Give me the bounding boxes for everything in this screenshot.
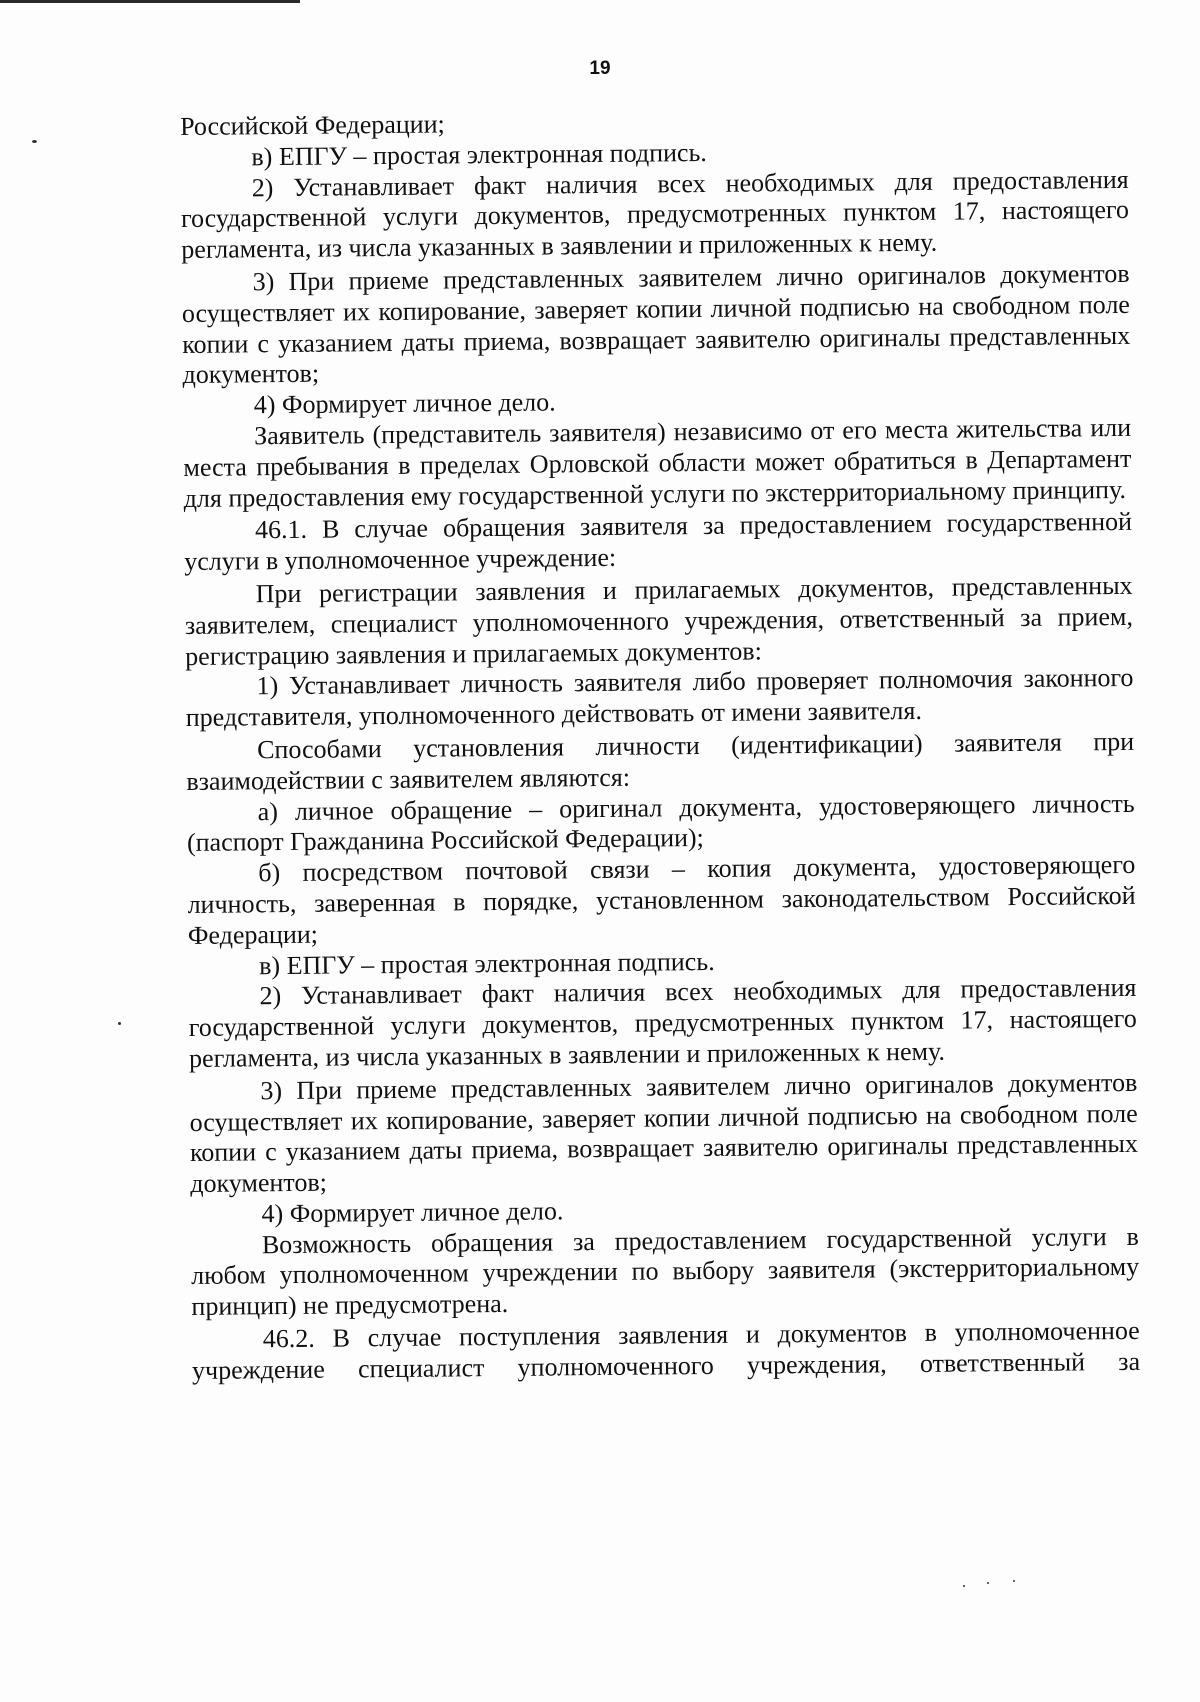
- paragraph-12: в) ЕПГУ – простая электронная подпись.: [259, 946, 715, 980]
- paragraph-17: 46.2. В случае поступления заявления и документов в уполномоченное учреждение специалист уполномоченного учреждения, ответственный за: [191, 1315, 1141, 1385]
- paragraph-8: 1) Устанавливает личность заявителя либо проверяет полномочия законного представителя, уполномоченного действовать от имени заявителя.: [185, 663, 1134, 733]
- scan-speck: [987, 1582, 989, 1584]
- document-body: [180, 103, 1140, 1387]
- scan-speck: [1013, 1580, 1015, 1582]
- paragraph-15: 4) Формирует личное дело.: [261, 1196, 564, 1229]
- page-number: 19: [589, 58, 611, 79]
- paragraph-3: 3) При приеме представленных заявителем лично оригиналов документов осуществляет их копирование, заверяет копии личной подписью на свободном поле копии с указанием даты приема, возвращает заявителю оригиналы представленных документов;: [181, 258, 1131, 390]
- paragraph-13: 2) Устанавливает факт наличия всех необходимых для предоставления государственной услуги документов, предусмотренных пунктом 17, настоящего регламента, из числа указанных в заявлении и приложенных к нему.: [188, 973, 1137, 1073]
- scan-edge-mark: [0, 0, 300, 3]
- paragraph-11: б) посредством почтовой связи – копия документа, удостоверяющего личность, заверенная в порядке, установленном законодательством Российской Федерации;: [187, 849, 1136, 950]
- paragraph-4: 4) Формирует личное дело.: [253, 387, 556, 420]
- paragraph-9: Способами установления личности (идентификации) заявителя при взаимодействии с заявителем являются:: [186, 726, 1135, 796]
- paragraph-5: Заявитель (представитель заявителя) независимо от его места жительства или места пребывания в пределах Орловской области может обратиться в Департамент для предоставления ему государственной услуги по экстерриториальному принципу.: [183, 412, 1132, 513]
- paragraph-16: Возможность обращения за предоставлением государственной услуги в любом уполномоченном учреждении по выбору заявителя (экстерриториальному принцип) не предусмотрена.: [191, 1221, 1140, 1322]
- paragraph-7: При регистрации заявления и прилагаемых документов, представленных заявителем, специалист уполномоченного учреждения, ответственный за прием, регистрацию заявления и прилагаемых документов:: [184, 570, 1134, 671]
- paragraph-0: Российской Федерации;: [180, 109, 445, 141]
- scan-speck: [118, 1022, 121, 1025]
- paragraph-14: 3) При приеме представленных заявителем лично оригиналов документов осуществляет их копирование, заверяет копии личной подписью на свободном поле копии с указанием даты приема, возвращает заявителю оригиналы представленных документов;: [189, 1067, 1139, 1199]
- paragraph-1: в) ЕПГУ – простая электронная подпись.: [251, 137, 707, 172]
- paragraph-6: 46.1. В случае обращения заявителя за предоставлением государственной услуги в уполномоченное учреждение:: [184, 507, 1133, 577]
- scan-speck: [32, 140, 37, 143]
- paragraph-10: а) личное обращение – оригинал документа, удостоверяющего личность (паспорт Гражданина Российской Федерации);: [186, 788, 1135, 858]
- paragraph-2: 2) Устанавливает факт наличия всех необходимых для предоставления государственной услуги документов, предусмотренных пунктом 17, настоящего регламента, из числа указанных в заявлении и приложенных к нему.: [180, 164, 1130, 265]
- scan-speck: [963, 1585, 965, 1587]
